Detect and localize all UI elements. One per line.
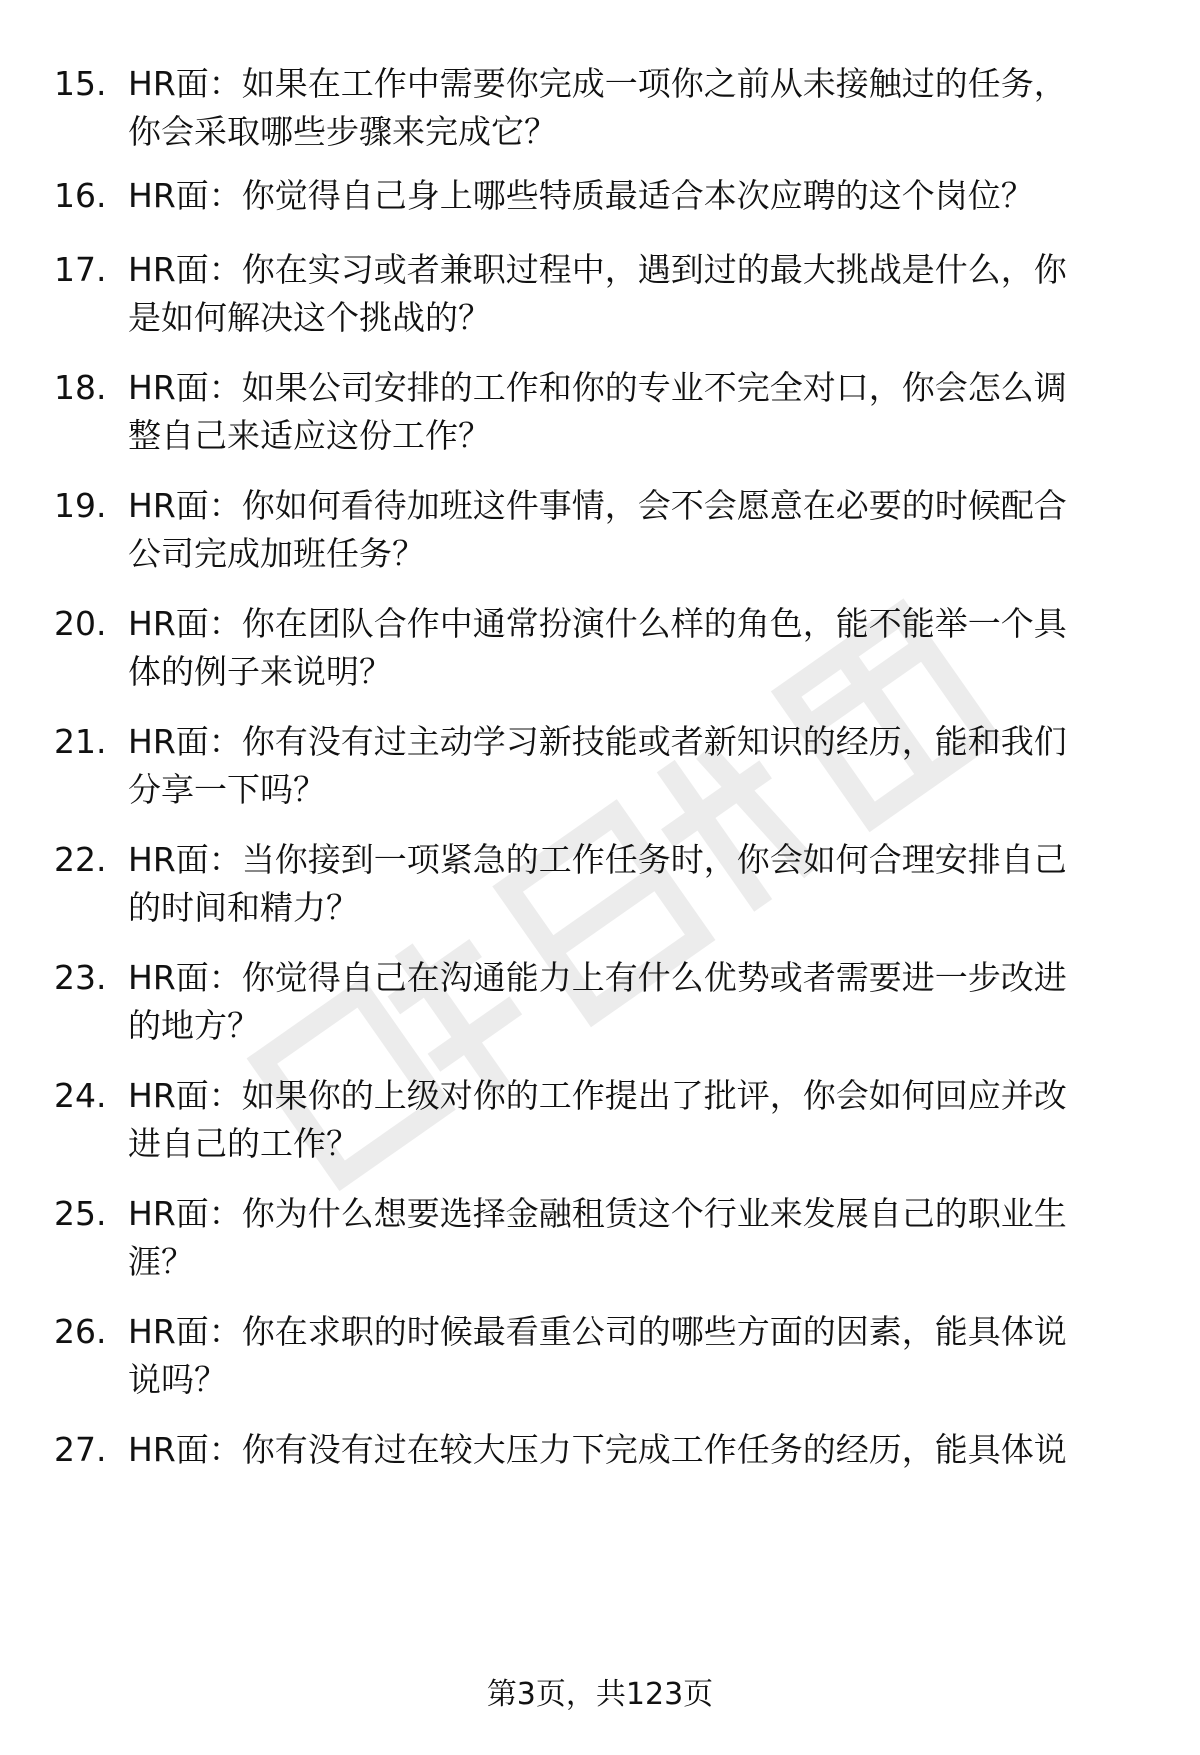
question-text <box>128 364 1158 460</box>
question-number: 18. <box>54 368 107 407</box>
question-number: 24. <box>54 1076 107 1115</box>
question-line: 是如何解决这个挑战的？ <box>128 298 491 337</box>
question-number: 16. <box>54 176 107 215</box>
question-line: HR面：你觉得自己身上哪些特质最适合本次应聘的这个岗位？ <box>128 176 1034 215</box>
question-line: HR面：你在求职的时候最看重公司的哪些方面的因素，能具体说 <box>128 1312 1067 1351</box>
question-number: 26. <box>54 1312 107 1351</box>
question-line: 的时间和精力？ <box>128 888 359 927</box>
question-text <box>128 836 1158 932</box>
question-text <box>128 482 1158 578</box>
question-line: HR面：你有没有过主动学习新技能或者新知识的经历，能和我们 <box>128 722 1067 761</box>
question-line: 的地方？ <box>128 1006 260 1045</box>
question-line: HR面：如果公司安排的工作和你的专业不完全对口，你会怎么调 <box>128 368 1067 407</box>
question-text <box>128 600 1158 696</box>
question-line: 你会采取哪些步骤来完成它？ <box>128 112 557 151</box>
question-line: 整自己来适应这份工作？ <box>128 416 491 455</box>
question-number: 15. <box>54 64 107 103</box>
question-text <box>128 1190 1158 1286</box>
question-line: HR面：如果在工作中需要你完成一项你之前从未接触过的任务， <box>128 64 1067 103</box>
question-line: 进自己的工作？ <box>128 1124 359 1163</box>
question-line: HR面：你如何看待加班这件事情，会不会愿意在必要的时候配合 <box>128 486 1067 525</box>
question-number: 25. <box>54 1194 107 1233</box>
question-text <box>128 718 1158 814</box>
question-text <box>128 1072 1158 1168</box>
question-text <box>128 60 1158 156</box>
question-number: 22. <box>54 840 107 879</box>
question-number: 19. <box>54 486 107 525</box>
question-number: 27. <box>54 1430 107 1469</box>
question-line: 涯？ <box>128 1242 194 1281</box>
question-line: HR面：你为什么想要选择金融租赁这个行业来发展自己的职业生 <box>128 1194 1067 1233</box>
question-line: HR面：你有没有过在较大压力下完成工作任务的经历，能具体说 <box>128 1430 1067 1469</box>
question-number: 23. <box>54 958 107 997</box>
question-line: HR面：你觉得自己在沟通能力上有什么优势或者需要进一步改进 <box>128 958 1067 997</box>
question-line: HR面：如果你的上级对你的工作提出了批评，你会如何回应并改 <box>128 1076 1067 1115</box>
question-line: 说吗？ <box>128 1360 227 1399</box>
question-line: 公司完成加班任务？ <box>128 534 425 573</box>
question-number: 20. <box>54 604 107 643</box>
question-text <box>128 172 1158 220</box>
question-text <box>128 1426 1158 1474</box>
question-text <box>128 954 1158 1050</box>
question-line: HR面：当你接到一项紧急的工作任务时，你会如何合理安排自己 <box>128 840 1067 879</box>
question-line: HR面：你在实习或者兼职过程中，遇到过的最大挑战是什么，你 <box>128 250 1067 289</box>
question-text <box>128 246 1158 342</box>
question-number: 17. <box>54 250 107 289</box>
question-line: 分享一下吗？ <box>128 770 326 809</box>
question-line: HR面：你在团队合作中通常扮演什么样的角色，能不能举一个具 <box>128 604 1067 643</box>
page-footer: 第3页，共123页 <box>486 1677 714 1712</box>
question-line: 体的例子来说明？ <box>128 652 392 691</box>
question-text <box>128 1308 1158 1404</box>
question-number: 21. <box>54 722 107 761</box>
